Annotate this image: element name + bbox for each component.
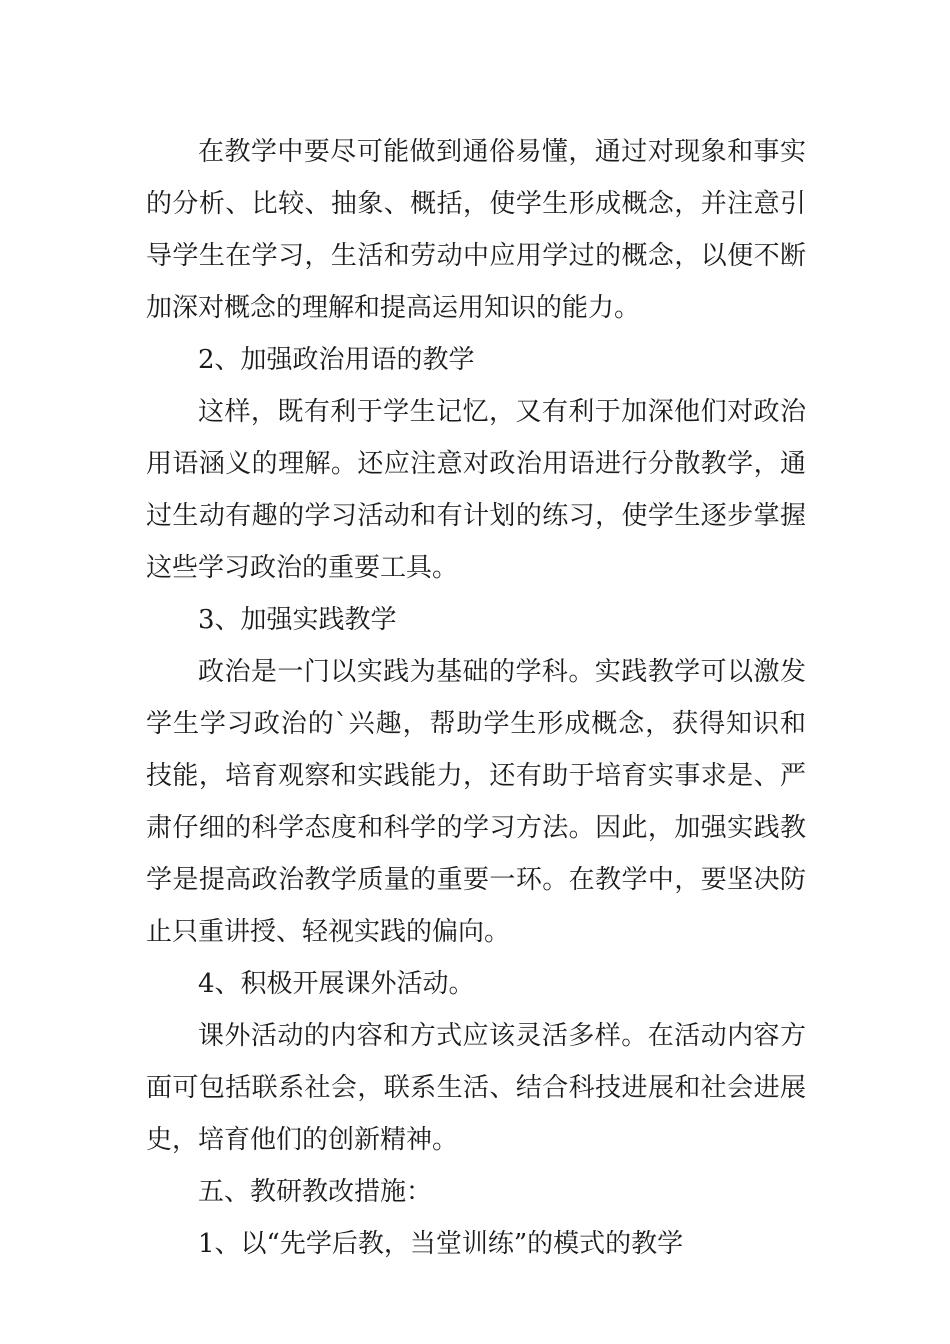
heading-extracurricular: 4、积极开展课外活动。 xyxy=(198,969,475,999)
paragraph-practice-teaching: 政治是一门以实践为基础的学科。实践教学可以激发学生学习政治的`兴趣，帮助学生形成概念，获得知识和技能，培育观察和实践能力，还有助于培育实事求是、严肃仔细的科学态度和科学的学习方法。因此，加强实践教学是提高政治教学质量的重要一环。在教学中，要坚决防止只重讲授、轻视实践的偏向。 xyxy=(146,657,806,947)
heading-teaching-research: 五、教研教改措施： xyxy=(198,1177,433,1207)
heading-teaching-model: 1、以“先学后教，当堂训练”的模式的教学 xyxy=(198,1229,684,1259)
paragraph-understanding-concepts: 在教学中要尽可能做到通俗易懂，通过对现象和事实的分析、比较、抽象、概括，使学生形成概念，并注意引导学生在学习，生活和劳动中应用学过的概念，以便不断加深对概念的理解和提高运用知识的能力。 xyxy=(146,137,806,323)
paragraph-extracurricular: 课外活动的内容和方式应该灵活多样。在活动内容方面可包括联系社会，联系生活、结合科技进展和社会进展史，培育他们的创新精神。 xyxy=(146,1021,806,1155)
heading-political-terms: 2、加强政治用语的教学 xyxy=(198,345,475,375)
document-body xyxy=(146,126,806,1270)
paragraph-political-terms: 这样，既有利于学生记忆，又有利于加深他们对政治用语涵义的理解。还应注意对政治用语进行分散教学，通过生动有趣的学习活动和有计划的练习，使学生逐步掌握这些学习政治的重要工具。 xyxy=(146,397,806,583)
heading-practice-teaching: 3、加强实践教学 xyxy=(198,605,397,635)
